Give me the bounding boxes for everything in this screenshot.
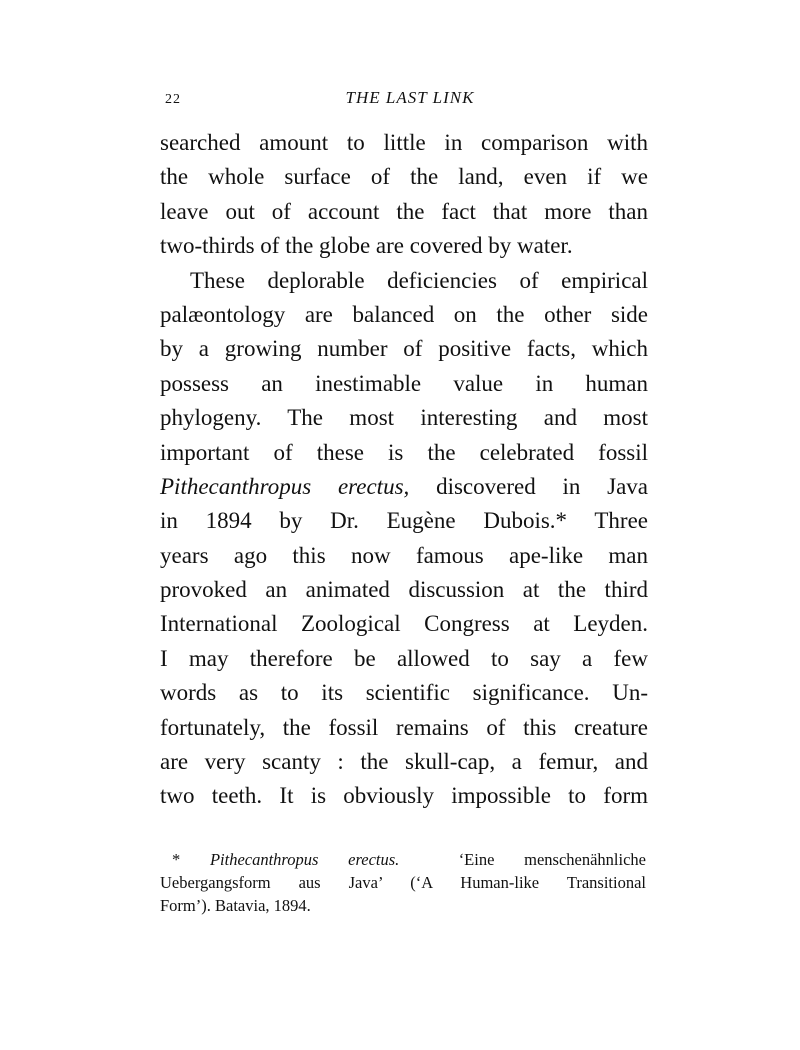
text-line: two teeth. It is obviously impossible to form [160, 783, 648, 809]
footnote-line: Uebergangsform aus Java’ (‘A Human-like Transitional [160, 873, 646, 892]
text-line: possess an inestimable value in human [160, 370, 648, 396]
text-line: two-thirds of the globe are covered by water. [160, 233, 573, 259]
page-number: 22 [165, 92, 181, 107]
text-line [160, 470, 648, 504]
text-line: searched amount to little in comparison with [160, 130, 648, 155]
text-line: the whole surface of the land, even if we [160, 164, 648, 190]
text-line: provoked an animated discussion at the third [160, 577, 648, 603]
footnote [160, 848, 646, 917]
text-line: These deplorable deficiencies of empirical [190, 267, 648, 293]
species-name-italic: Pithecanthropus erectus, [160, 473, 410, 499]
footnote-line-rest: ‘Eine menschenähnliche [458, 850, 646, 869]
footnote-marker: * [172, 850, 181, 869]
page-header [165, 88, 645, 112]
text-line: are very scanty : the skull-cap, a femur, and [160, 749, 648, 775]
text-line: important of these is the celebrated fossil [160, 439, 648, 465]
text-line: phylogeny. The most interesting and most [160, 405, 648, 431]
footnote-line: Form’). Batavia, 1894. [160, 896, 311, 915]
text-line-rest: discovered in Java [436, 473, 649, 499]
footnote-italic-title: Pithecanthropus erectus. [209, 850, 400, 869]
text-line: I may therefore be allowed to say a few [160, 645, 648, 671]
text-line: years ago this now famous ape-like man [160, 542, 648, 568]
body-text [160, 126, 648, 814]
text-line: palæontology are balanced on the other side [160, 301, 648, 327]
text-line: in 1894 by Dr. Eugène Dubois.* Three [160, 508, 648, 534]
text-line: leave out of account the fact that more than [160, 198, 648, 224]
footnote-line [160, 848, 646, 871]
text-line: by a growing number of positive facts, which [160, 336, 648, 362]
text-line: International Zoological Congress at Leyden. [160, 611, 648, 637]
text-line: fortunately, the fossil remains of this creature [160, 714, 648, 740]
running-title: THE LAST LINK [345, 88, 475, 107]
text-line: words as to its scientific significance. Un- [160, 680, 648, 706]
